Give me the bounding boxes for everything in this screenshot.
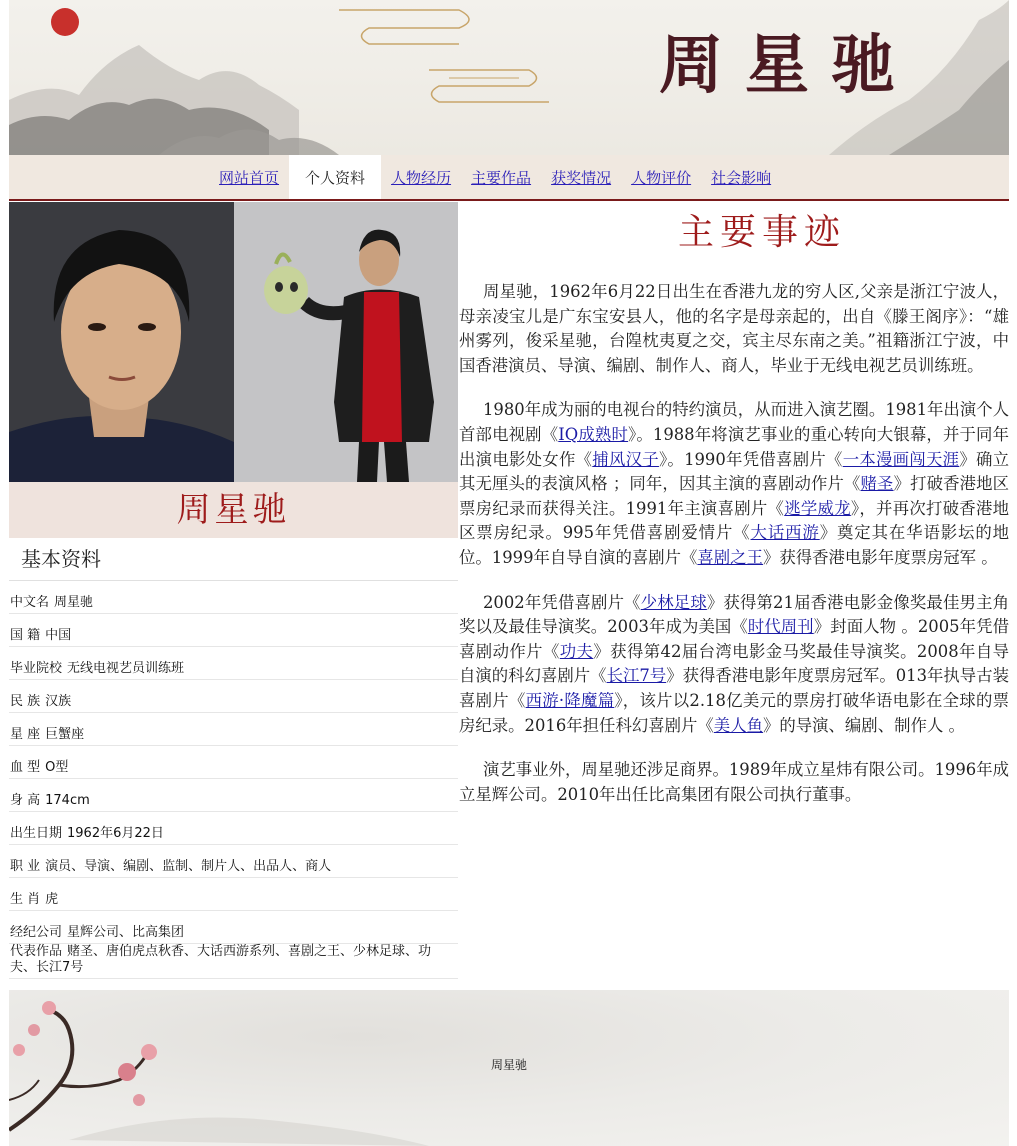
work-link[interactable]: 一本漫画闯天涯	[842, 449, 960, 469]
info-value: 星辉公司、比高集团	[67, 925, 185, 940]
info-label: 血 型	[10, 760, 41, 775]
info-cell	[9, 845, 458, 878]
info-cell	[9, 944, 458, 979]
info-row	[9, 581, 458, 614]
nav-item	[621, 155, 701, 199]
info-cell	[9, 812, 458, 845]
work-link[interactable]: 逃学威龙	[784, 498, 851, 518]
profile-name: 周星驰	[9, 482, 458, 538]
nav-item	[381, 155, 461, 199]
biography-paragraph	[459, 758, 1009, 807]
paragraph-text: 》封面人物 。2005年凭借喜剧动作片《	[459, 617, 1009, 661]
paragraph-text: 1980年成为丽的电视台的特约演员，从而进入演艺圈。1981年出演个人首部电视剧《	[459, 400, 1009, 444]
fullbody-photo	[234, 202, 458, 482]
info-label: 中文名	[10, 595, 50, 610]
footer	[9, 990, 1009, 1146]
info-label: 出生日期	[10, 826, 63, 841]
info-label: 毕业院校	[10, 661, 63, 676]
nav-list	[209, 155, 781, 199]
info-row	[9, 911, 458, 944]
paragraph-text: 》获得香港电影年度票房冠军 。	[762, 547, 998, 567]
biography-text	[459, 280, 1009, 807]
nav-link[interactable]: 网站首页	[219, 168, 280, 187]
work-link[interactable]: 长江7号	[606, 666, 667, 686]
info-row	[9, 878, 458, 911]
nav-item	[701, 155, 781, 199]
main-content	[459, 202, 1009, 827]
nav-item	[289, 155, 381, 199]
paragraph-text: 》。1990年凭借喜剧片《	[658, 449, 843, 469]
info-value: 赌圣、唐伯虎点秋香、大话西游系列、喜剧之王、少林足球、功夫、长江7号	[10, 944, 432, 975]
red-sun-icon	[51, 8, 79, 36]
info-value: O型	[45, 760, 69, 775]
portrait-photo	[9, 202, 234, 482]
paragraph-text: 》打破香港地区票房纪录而获得关注。1991年主演喜剧片《	[459, 474, 1010, 518]
nav-item	[461, 155, 541, 199]
nav-link[interactable]: 个人资料	[305, 168, 366, 187]
paragraph-text: 》获得第21届香港电影金像奖最佳男主角奖以及最佳导演奖。2003年成为美国《	[459, 592, 1009, 637]
info-row	[9, 713, 458, 746]
info-cell	[9, 746, 458, 779]
info-label: 代表作品	[10, 944, 63, 959]
info-value: 周星驰	[54, 595, 94, 610]
paragraph-text: 》。1988年将演艺事业的重心转向大银幕，并于同年出演电影处女作《	[459, 424, 1009, 469]
paragraph-text: 》奠定其在华语影坛的地位。1999年自导自演的喜剧片《	[459, 523, 1010, 567]
profile-photos	[9, 202, 458, 482]
info-row	[9, 944, 458, 979]
info-label: 生 肖	[10, 892, 41, 907]
info-value: 汉族	[45, 694, 72, 709]
nav-link[interactable]: 社会影响	[711, 168, 772, 187]
paragraph-text: 演艺事业外，周星驰还涉足商界。1989年成立星炜有限公司。1996年成立星辉公司。2010年出任比高集团有限公司执行董事。	[459, 760, 1009, 804]
paragraph-text: 2002年凭借喜剧片《	[483, 592, 641, 612]
nav-link[interactable]: 人物经历	[391, 168, 452, 187]
work-link[interactable]: 西游·降魔篇	[525, 690, 615, 710]
info-value: 演员、导演、编剧、监制、制片人、出品人、商人	[45, 859, 332, 874]
info-row	[9, 614, 458, 647]
info-row	[9, 845, 458, 878]
paragraph-text: 》，该片以2.18亿美元的票房打破华语电影在全球的票房纪录。2016年担任科幻喜剧片《	[459, 690, 1009, 735]
info-row	[9, 680, 458, 713]
info-label: 星 座	[10, 727, 41, 742]
info-label: 身 高	[10, 793, 41, 808]
site-title: 周星驰	[659, 28, 917, 103]
work-link[interactable]: 赌圣	[860, 474, 894, 494]
info-cell	[9, 713, 458, 746]
section-heading: 主要事迹	[677, 212, 846, 253]
biography-paragraph	[459, 398, 1009, 570]
paragraph-text: 》获得香港电影年度票房冠军。013年执导古装喜剧片《	[459, 666, 1009, 710]
gold-cloud-line	[429, 70, 549, 102]
info-cell	[9, 647, 458, 680]
biography-paragraph	[459, 280, 1009, 378]
info-cell	[9, 581, 458, 614]
work-link[interactable]: 美人鱼	[713, 715, 763, 735]
info-cell	[9, 614, 458, 647]
info-label: 经纪公司	[10, 925, 63, 940]
info-value: 无线电视艺员训练班	[67, 661, 185, 676]
main-nav	[9, 155, 1009, 201]
paragraph-text: 》，并再次打破香港地区票房纪录。995年凭借喜剧爱情片《	[459, 498, 1010, 543]
work-link[interactable]: 功夫	[559, 641, 594, 661]
biography-paragraph	[459, 591, 1009, 739]
info-row	[9, 746, 458, 779]
work-link[interactable]: 捕风汉子	[592, 449, 659, 469]
work-link[interactable]: 大话西游	[750, 523, 820, 543]
info-row	[9, 647, 458, 680]
info-label: 民 族	[10, 694, 41, 709]
nav-link[interactable]: 主要作品	[471, 168, 532, 187]
info-value: 虎	[45, 892, 59, 907]
info-label: 国 籍	[10, 628, 41, 643]
paragraph-text: 周星驰，1962年6月22日出生在香港九龙的穷人区,父亲是浙江宁波人，母亲凌宝儿是广东宝安县人，他的名字是母亲起的，出自《滕王阁序》：“雄州雾列，俊采星驰，台隍枕夷夏之交，宾主尽东南之美。”祖籍浙江宁波，中国香港演员、导演、编剧、制作人、商人，毕业于无线电视艺员训练班。	[459, 282, 1009, 375]
profile-sidebar	[9, 202, 458, 979]
paragraph-text: 》确立其无厘头的表演风格 ；同年，因其主演的喜剧动作片《	[459, 449, 1010, 494]
gold-cloud-line	[339, 10, 469, 44]
header-banner	[9, 0, 1009, 155]
nav-item	[541, 155, 621, 199]
info-cell	[9, 779, 458, 812]
nav-item	[209, 155, 289, 199]
footer-text: 周星驰	[490, 1058, 527, 1072]
work-link[interactable]: IQ成熟时	[558, 424, 628, 444]
info-row	[9, 812, 458, 845]
work-link[interactable]: 喜剧之王	[697, 547, 763, 567]
work-link[interactable]: 少林足球	[640, 592, 707, 612]
paragraph-text: 》的导演、编剧、制作人 。	[762, 715, 965, 735]
info-value: 1962年6月22日	[67, 826, 164, 841]
work-link[interactable]: 时代周刊	[747, 617, 814, 637]
info-value: 中国	[45, 628, 72, 643]
info-value: 巨蟹座	[45, 727, 85, 742]
info-cell	[9, 911, 458, 944]
info-cell	[9, 680, 458, 713]
info-label: 职 业	[10, 859, 41, 874]
basic-info-heading: 基本资料	[21, 547, 101, 571]
nav-link[interactable]: 获奖情况	[551, 168, 612, 187]
info-value: 174cm	[45, 793, 90, 808]
info-row	[9, 779, 458, 812]
paragraph-text: 》获得第42届台湾电影金马奖最佳导演奖。2008年自导自演的科幻喜剧片《	[459, 641, 1009, 686]
basic-info-table	[9, 580, 458, 979]
info-cell	[9, 878, 458, 911]
nav-link[interactable]: 人物评价	[631, 168, 692, 187]
